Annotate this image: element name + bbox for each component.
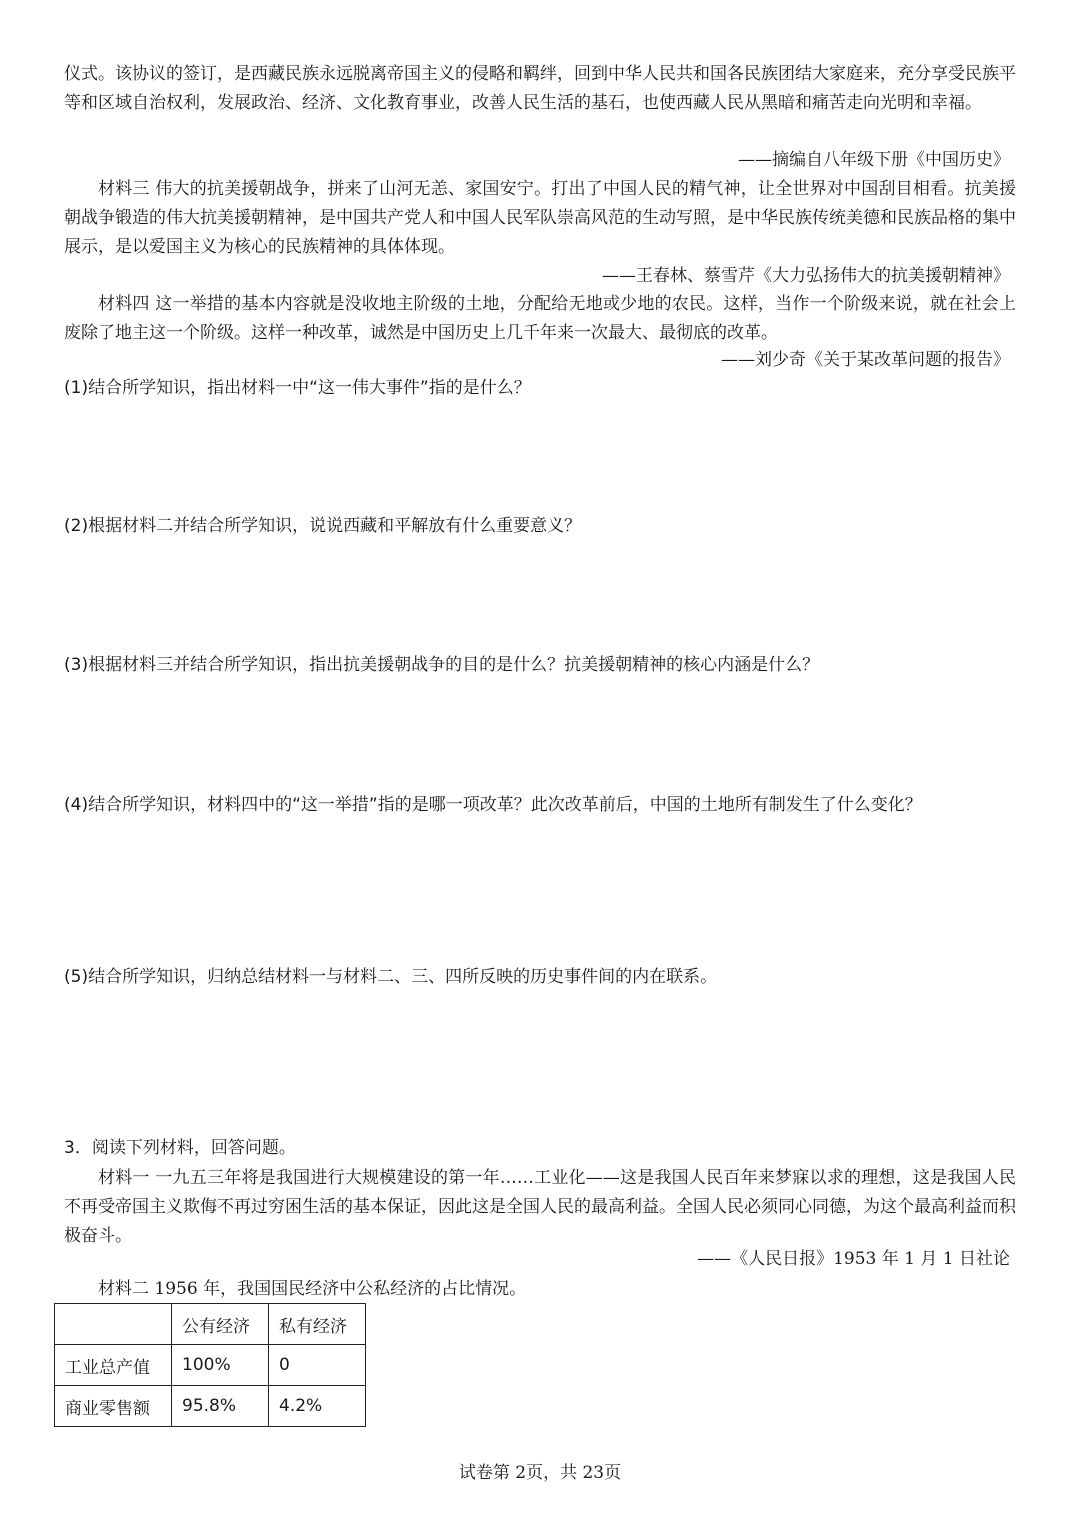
material4-source: ——刘少奇《关于某改革问题的报告》: [721, 350, 1010, 370]
question-4: (4)结合所学知识，材料四中的“这一举措”指的是哪一项改革？此次改革前后，中国的土地所有制发生了什么变化？: [64, 795, 922, 815]
material2-continuation: 仪式。该协议的签订，是西藏民族永远脱离帝国主义的侵略和羁绊，回到中华人民共和国各民族团结大家庭来，充分享受民族平等和区域自治权利，发展政治、经济、文化教育事业，改善人民生活的基石，也使西藏人民从黑暗和痛苦走向光明和幸福。: [64, 64, 1016, 113]
table-row: [55, 1345, 366, 1386]
table-cell: 4.2%: [269, 1386, 366, 1427]
question-2: (2)根据材料二并结合所学知识，说说西藏和平解放有什么重要意义？: [64, 516, 582, 536]
section3-material1: 材料一 一九五三年将是我国进行大规模建设的第一年……工业化——这是我国人民百年来梦寐以求的理想，这是我国人民不再受帝国主义欺侮不再过穷困生活的基本保证，因此这是全国人民的最高利益。全国人民必须同心同德，为这个最高利益而积极奋斗。: [64, 1168, 1016, 1246]
section3-heading: 3．阅读下列材料，回答问题。: [64, 1138, 296, 1158]
table-header-cell: [55, 1304, 172, 1345]
table-row-label: 工业总产值: [55, 1345, 172, 1386]
material3-text: 材料三 伟大的抗美援朝战争，拼来了山河无恙、家国安宁。打出了中国人民的精气神，让全世界对中国刮目相看。抗美援朝战争锻造的伟大抗美援朝精神，是中国共产党人和中国人民军队崇高风范的生动写照，是中华民族传统美德和民族品格的集中展示，是以爱国主义为核心的民族精神的具体体现。: [64, 179, 1016, 257]
section3-material2: 材料二 1956 年，我国国民经济中公私经济的占比情况。: [98, 1279, 527, 1299]
table-header-row: [55, 1304, 366, 1345]
question-3: (3)根据材料三并结合所学知识，指出抗美援朝战争的目的是什么？抗美援朝精神的核心内涵是什么？: [64, 655, 820, 675]
table-row: [55, 1386, 366, 1427]
table-header-cell: 公有经济: [172, 1304, 269, 1345]
material4-text: 材料四 这一举措的基本内容就是没收地主阶级的土地，分配给无地或少地的农民。这样，当作一个阶级来说，就在社会上废除了地主这一个阶级。这样一种改革，诚然是中国历史上几千年来一次最大、最彻底的改革。: [64, 294, 1016, 343]
page-footer: 试卷第 2页，共 23页: [458, 1463, 622, 1483]
table-header-cell: 私有经济: [269, 1304, 366, 1345]
table-row-label: 商业零售额: [55, 1386, 172, 1427]
table-cell: 0: [269, 1345, 366, 1386]
table-cell: 100%: [172, 1345, 269, 1386]
question-5: (5)结合所学知识，归纳总结材料一与材料二、三、四所反映的历史事件间的内在联系。: [64, 967, 718, 987]
economy-share-table: [54, 1303, 366, 1427]
table-cell: 95.8%: [172, 1386, 269, 1427]
question-1: (1)结合所学知识，指出材料一中“这一伟大事件”指的是什么？: [64, 378, 531, 398]
section3-material1-source: ——《人民日报》1953 年 1 月 1 日社论: [697, 1249, 1010, 1269]
material2-source: ——摘编自八年级下册《中国历史》: [738, 150, 1010, 170]
material3-source: ——王春林、蔡雪芹《大力弘扬伟大的抗美援朝精神》: [602, 266, 1010, 286]
